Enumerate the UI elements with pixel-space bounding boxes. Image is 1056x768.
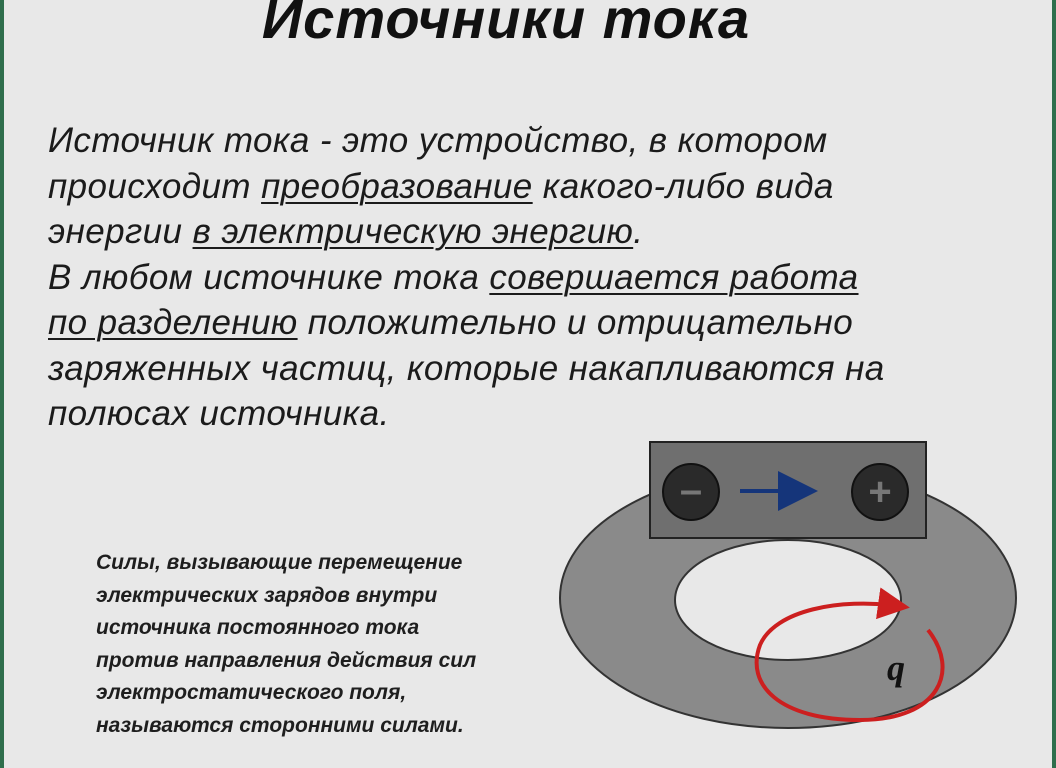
slide-left-border [0, 0, 4, 768]
plus-symbol: + [868, 470, 892, 514]
definition-line-3 [48, 209, 1038, 255]
caption-line: Силы, вызывающие перемещение [96, 551, 463, 574]
definition-text: В любом источнике тока [48, 257, 490, 297]
definition-line-5 [48, 300, 1038, 346]
slide-title-text: Источники тока [261, 0, 751, 50]
definition-line-1 [48, 118, 1038, 164]
caption-line: электростатического поля, [96, 681, 407, 704]
caption-line: против направления действия сил [96, 648, 477, 672]
definition-text: происходит [48, 166, 262, 206]
caption-line: электрических зарядов внутри [96, 583, 438, 607]
diagram-svg [540, 430, 1056, 768]
definition-text: Источник тока - это устройство, в котором [48, 121, 828, 160]
definition-line-4 [48, 255, 1038, 301]
definition-paragraph [48, 118, 1038, 437]
caption-line: источника постоянного тока [96, 616, 420, 639]
caption-line: называются сторонними силами. [96, 713, 464, 737]
definition-text: . [633, 212, 644, 251]
minus-symbol: – [679, 468, 703, 512]
definition-text: заряженных частиц, которые накапливаются на [48, 348, 885, 388]
underlined-term: в электрическую энергию [192, 212, 634, 251]
definition-text: какого-либо вида [532, 166, 834, 206]
slide-title [0, 0, 1056, 51]
definition-text: энергии [48, 212, 193, 251]
definition-line-6 [48, 346, 1038, 392]
external-forces-caption [96, 547, 596, 742]
definition-text: положительно и отрицательно [297, 303, 854, 342]
charge-label: q [887, 648, 905, 688]
current-source-diagram [540, 430, 1056, 768]
underlined-term: преобразование [261, 166, 533, 206]
underlined-term: по разделению [48, 303, 298, 342]
definition-line-2 [48, 164, 1038, 210]
ring-hole [675, 540, 901, 660]
definition-text: полюсах источника. [48, 394, 390, 433]
underlined-term: совершается работа [489, 257, 859, 297]
